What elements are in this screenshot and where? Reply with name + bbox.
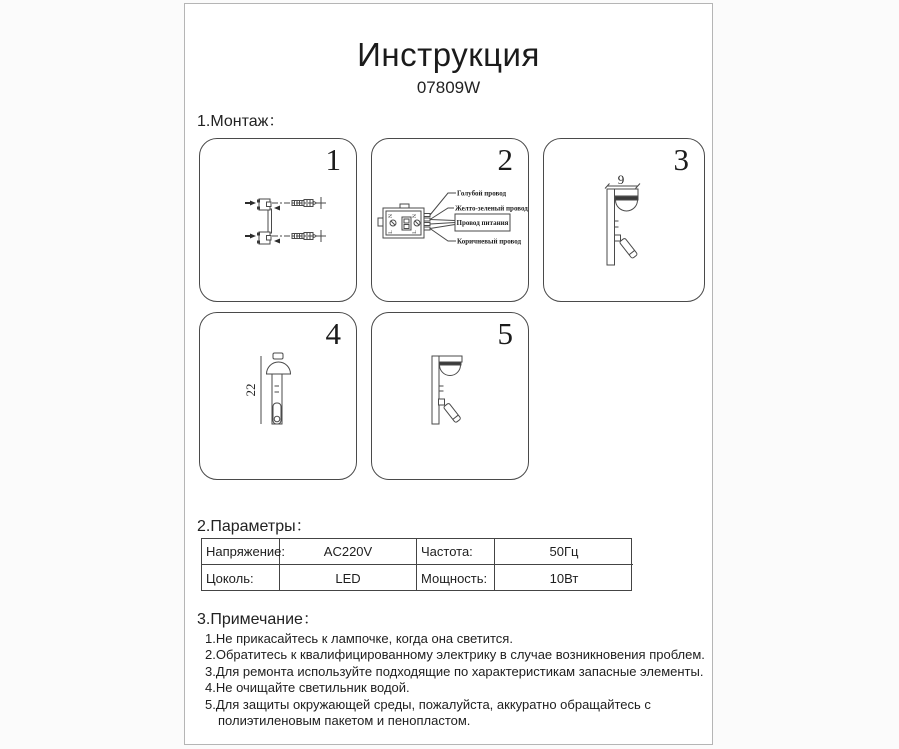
- note-item-3: 3.Для ремонта используйте подходящие по характеристикам запасные элементы.: [205, 663, 704, 679]
- bracket-mounting-diagram: [200, 139, 356, 301]
- wire-label-brown: Коричневый провод: [457, 237, 522, 246]
- notes-list: [205, 631, 710, 729]
- step-number: 3: [673, 142, 689, 177]
- param-value-frequency: 50Гц: [495, 539, 633, 565]
- note-item-4: 4.Не очищайте светильник водой.: [205, 680, 410, 696]
- page-title: Инструкция: [357, 36, 540, 73]
- dimension-label: 22: [243, 383, 258, 397]
- step-number: 1: [325, 142, 341, 177]
- step-number: 5: [497, 316, 513, 351]
- lamp-side-view: [372, 313, 528, 479]
- section-heading-notes: 3.Примечание：: [197, 611, 319, 628]
- param-label-socle: Цоколь:: [202, 565, 280, 591]
- terminal-n-label: N: [412, 214, 418, 218]
- section-heading-params: 2.Параметры：: [197, 518, 312, 535]
- montage-step-5-panel: [371, 312, 529, 480]
- step-number: 2: [497, 142, 513, 177]
- lamp-front-view-dimension: [200, 313, 356, 479]
- param-label-voltage: Напряжение:: [202, 539, 280, 565]
- model-number: 07809W: [416, 78, 481, 97]
- montage-step-1-panel: [199, 138, 357, 302]
- param-label-frequency: Частота:: [417, 539, 495, 565]
- wire-label-yellow-green: Желто-зеленый провод: [455, 204, 528, 213]
- param-value-power: 10Вт: [549, 570, 579, 586]
- param-label-power: Мощность:: [417, 565, 495, 591]
- terminal-l-label: L: [412, 230, 418, 234]
- wire-label-power: Провод питания: [456, 219, 509, 227]
- montage-step-4-panel: [199, 312, 357, 480]
- lamp-side-view-dimension: [544, 139, 704, 301]
- dimension-label: 9: [617, 172, 625, 187]
- param-value-socle: LED: [280, 565, 417, 591]
- step-number: 4: [325, 316, 341, 351]
- parameters-table: [201, 538, 632, 591]
- terminal-l-label: L: [388, 230, 394, 234]
- terminal-n-label: N: [388, 214, 394, 218]
- montage-step-3-panel: [543, 138, 705, 302]
- note-item-1: 1.Не прикасайтесь к лампочке, когда она светится.: [205, 631, 513, 646]
- wiring-diagram: [372, 139, 528, 301]
- section-heading-montage: 1.Монтаж：: [197, 113, 285, 130]
- note-item-2: 2.Обратитесь к квалифицированному электрику в случае возникновения проблем.: [205, 647, 705, 663]
- note-item-5: 5.Для защиты окружающей среды, пожалуйста, аккуратно обращайтесь с: [205, 696, 651, 712]
- param-value-voltage: AC220V: [280, 539, 417, 565]
- instruction-sheet: [184, 3, 713, 745]
- montage-step-2-panel: [371, 138, 529, 302]
- wire-label-blue: Голубой провод: [457, 189, 507, 198]
- note-item-5-continued: полиэтиленовым пакетом и пенопластом.: [218, 713, 471, 729]
